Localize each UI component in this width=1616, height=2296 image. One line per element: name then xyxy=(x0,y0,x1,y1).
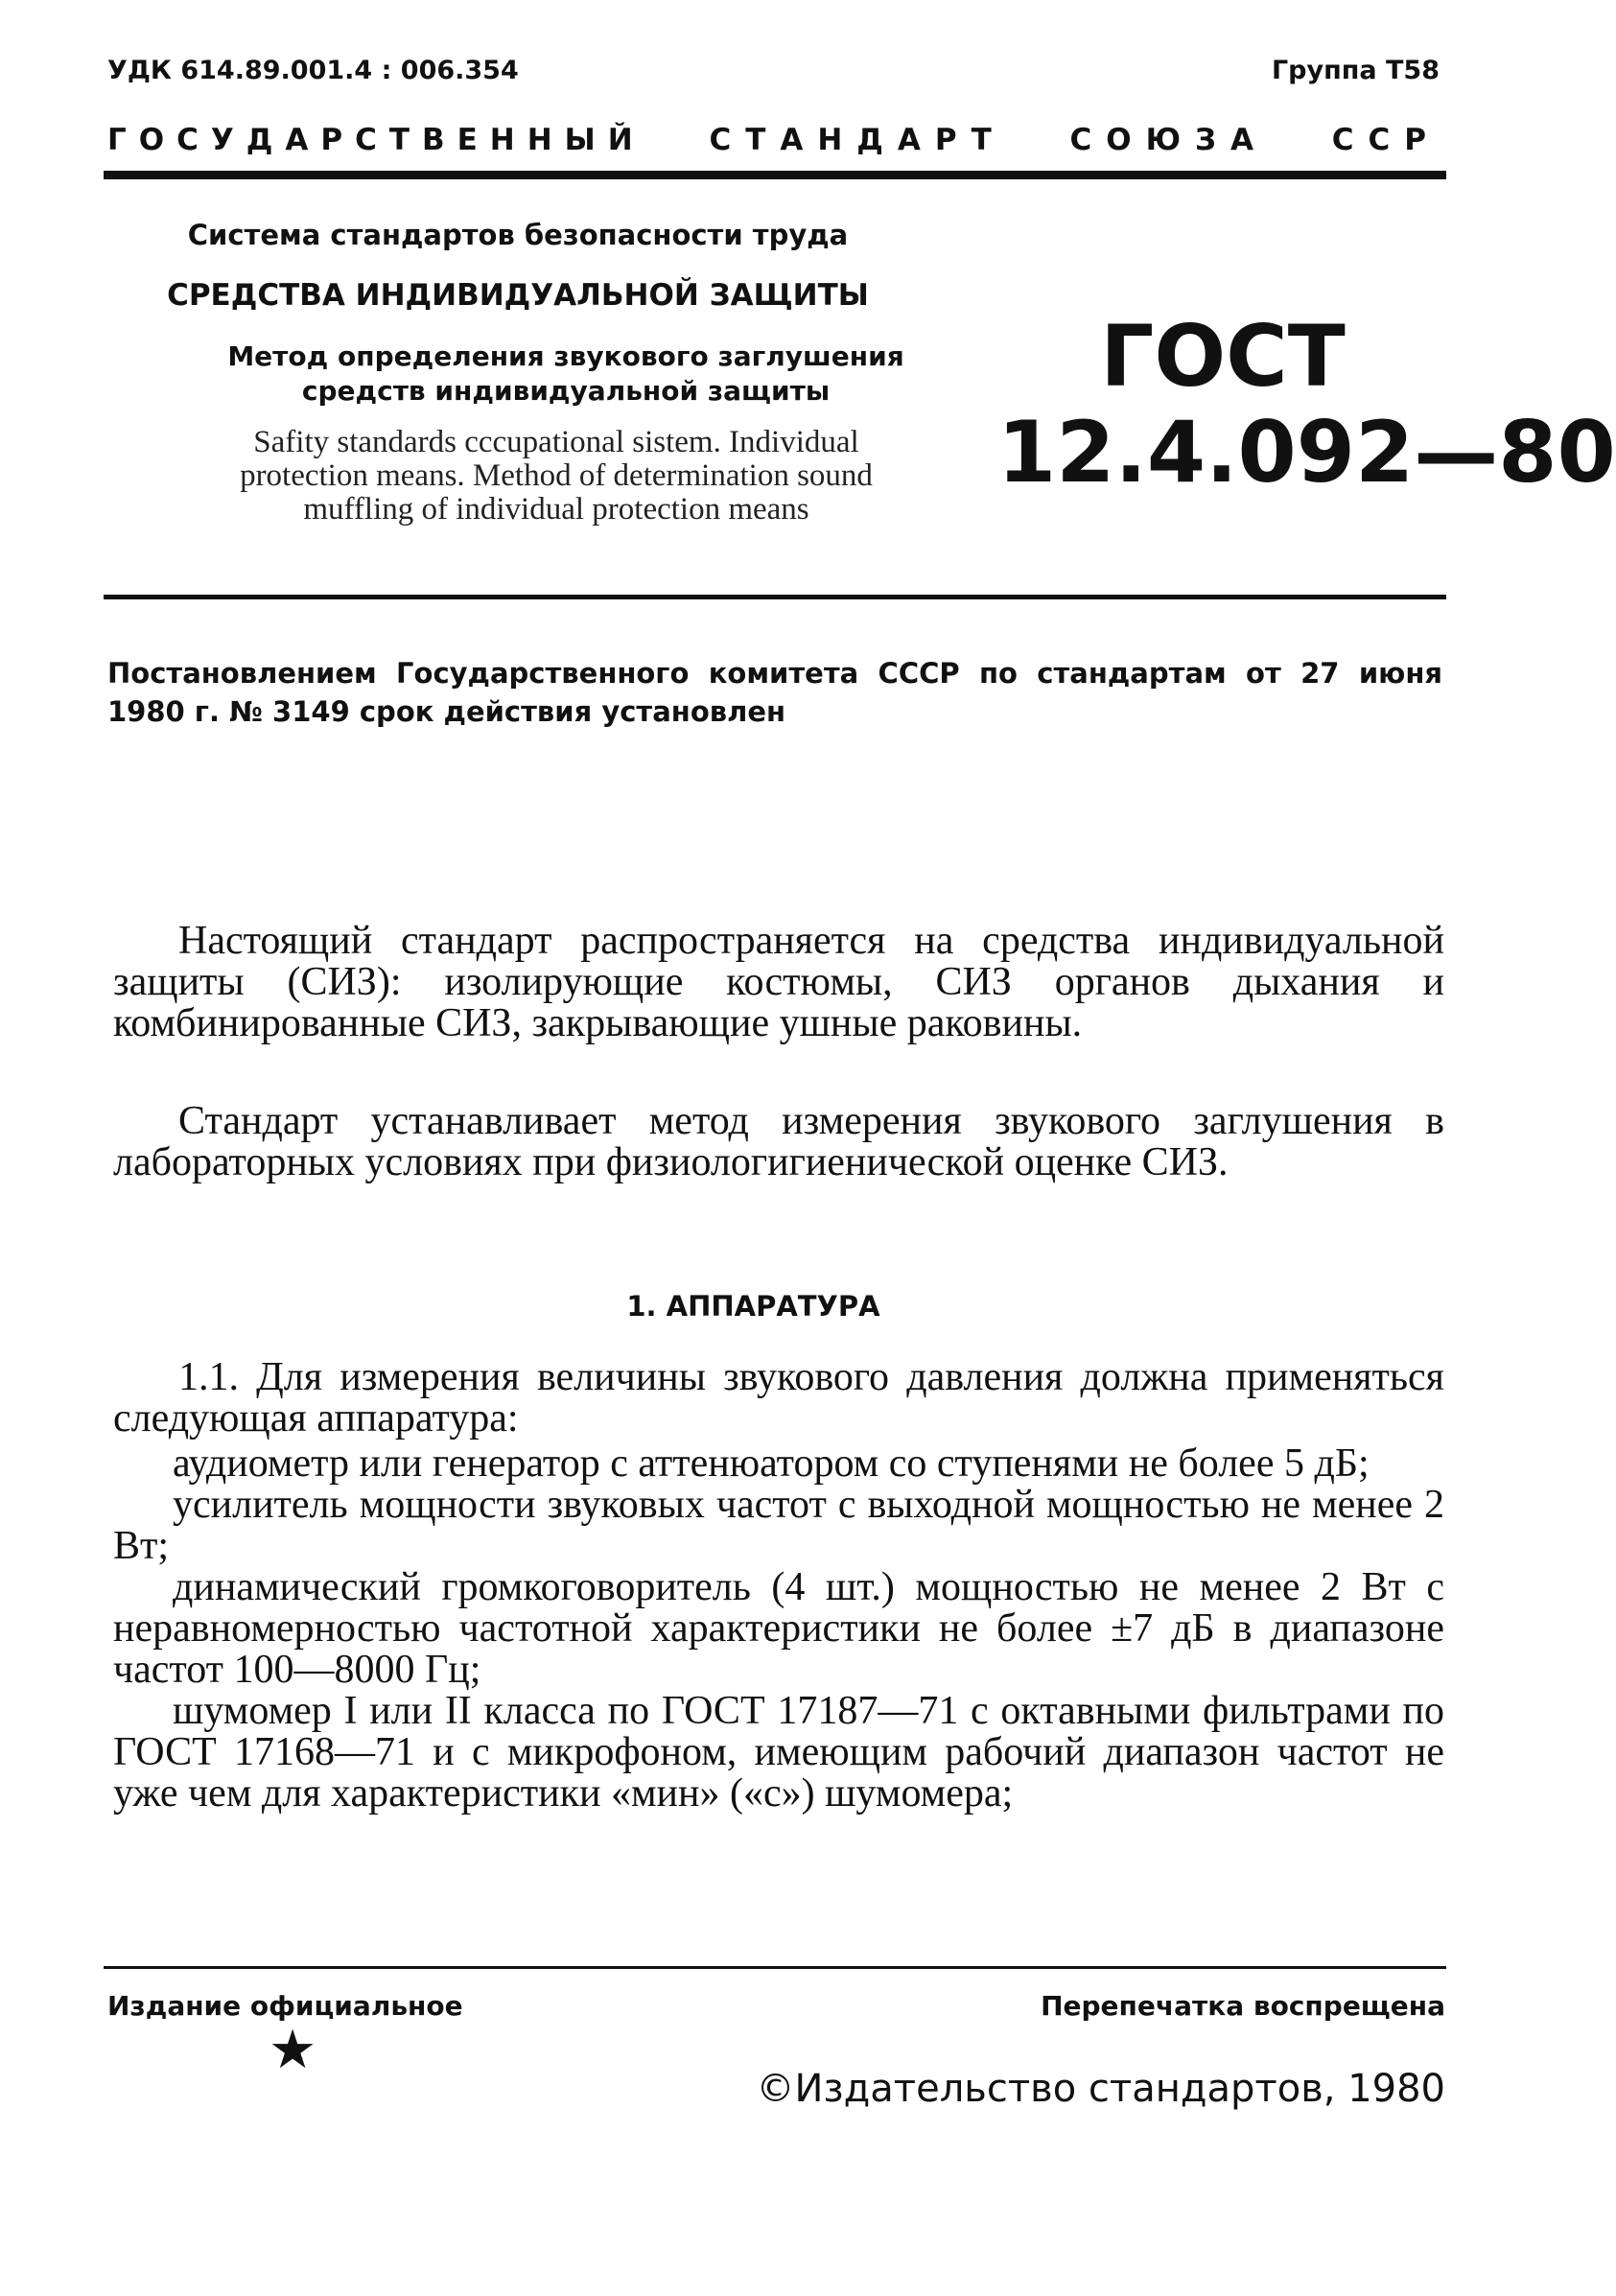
title-word-3: СОЮЗА xyxy=(1069,123,1269,157)
list-item: динамический громкоговоритель (4 шт.) мощностью не менее 2 Вт с неравномерностью частотной характеристики не более ±7 дБ в диапазоне частот 100—8000 Гц; xyxy=(113,1565,1444,1692)
reprint-notice: Перепечатка воспрещена xyxy=(1041,1990,1445,2022)
list-item: шумомер I или II класса по ГОСТ 17187—71 с октавными фильтрами по ГОСТ 17168—71 и с микрофоном, имеющим рабочий диапазон частот не уже чем для характеристики «мин» («с») шумомера; xyxy=(113,1689,1444,1816)
title-word-1: ГОСУДАРСТВЕННЫЙ xyxy=(107,123,645,157)
scope-paragraph: Настоящий стандарт распространяется на средства индивидуальной защиты (СИЗ): изолирующие костюмы, СИЗ органов дыхания и комбинированные СИЗ, закрывающие ушные раковины. xyxy=(113,919,1444,1045)
header-divider xyxy=(104,171,1446,179)
title-word-2: СТАНДАРТ xyxy=(709,123,1006,157)
state-standard-title xyxy=(107,123,1440,157)
udk-code: УДК 614.89.001.4 : 006.354 xyxy=(107,56,519,85)
list-item: аудиометр или генератор с аттенюатором со ступенями не более 5 дБ; xyxy=(173,1441,1370,1486)
decree-text: Постановлением Государственного комитета СССР по стандартам от 27 июня 1980 г. № 3149 срок действия установлен xyxy=(107,657,1442,728)
star-icon: ★ xyxy=(269,2019,317,2081)
footer-divider xyxy=(104,1966,1446,1969)
gost-label: ГОСТ xyxy=(1100,307,1346,406)
purpose-paragraph: Стандарт устанавливает метод измерения звукового заглушения в лабораторных условиях при физиологигиенической оценке СИЗ. xyxy=(113,1099,1444,1184)
clause-1-1: 1.1. Для измерения величины звукового давления должна применяться следующая аппаратура: xyxy=(113,1355,1444,1441)
list-item: усилитель мощности звуковых частот с выходной мощностью не менее 2 Вт; xyxy=(113,1483,1444,1568)
group-code: Группа Т58 xyxy=(1271,56,1440,85)
equipment-list xyxy=(113,1443,1444,1815)
copyright: ©Издательство стандартов, 1980 xyxy=(756,2067,1445,2111)
section-title: 1. АППАРАТУРА xyxy=(626,1290,880,1323)
method-title: Метод определения звукового заглушения средств индивидуальной защиты xyxy=(227,340,904,407)
gost-number: 12.4.092—80 xyxy=(997,403,1616,502)
title-word-4: ССР xyxy=(1331,123,1440,157)
official-edition: Издание официальное xyxy=(107,1990,463,2022)
title-divider xyxy=(104,595,1446,599)
english-title: Safity standards cccupational sistem. Individual protection means. Method of determination sound muffling of individual protection means xyxy=(240,425,873,527)
system-line: Система стандартов безопасности труда xyxy=(187,219,849,251)
protection-title: СРЕДСТВА ИНДИВИДУАЛЬНОЙ ЗАЩИТЫ xyxy=(167,278,869,313)
